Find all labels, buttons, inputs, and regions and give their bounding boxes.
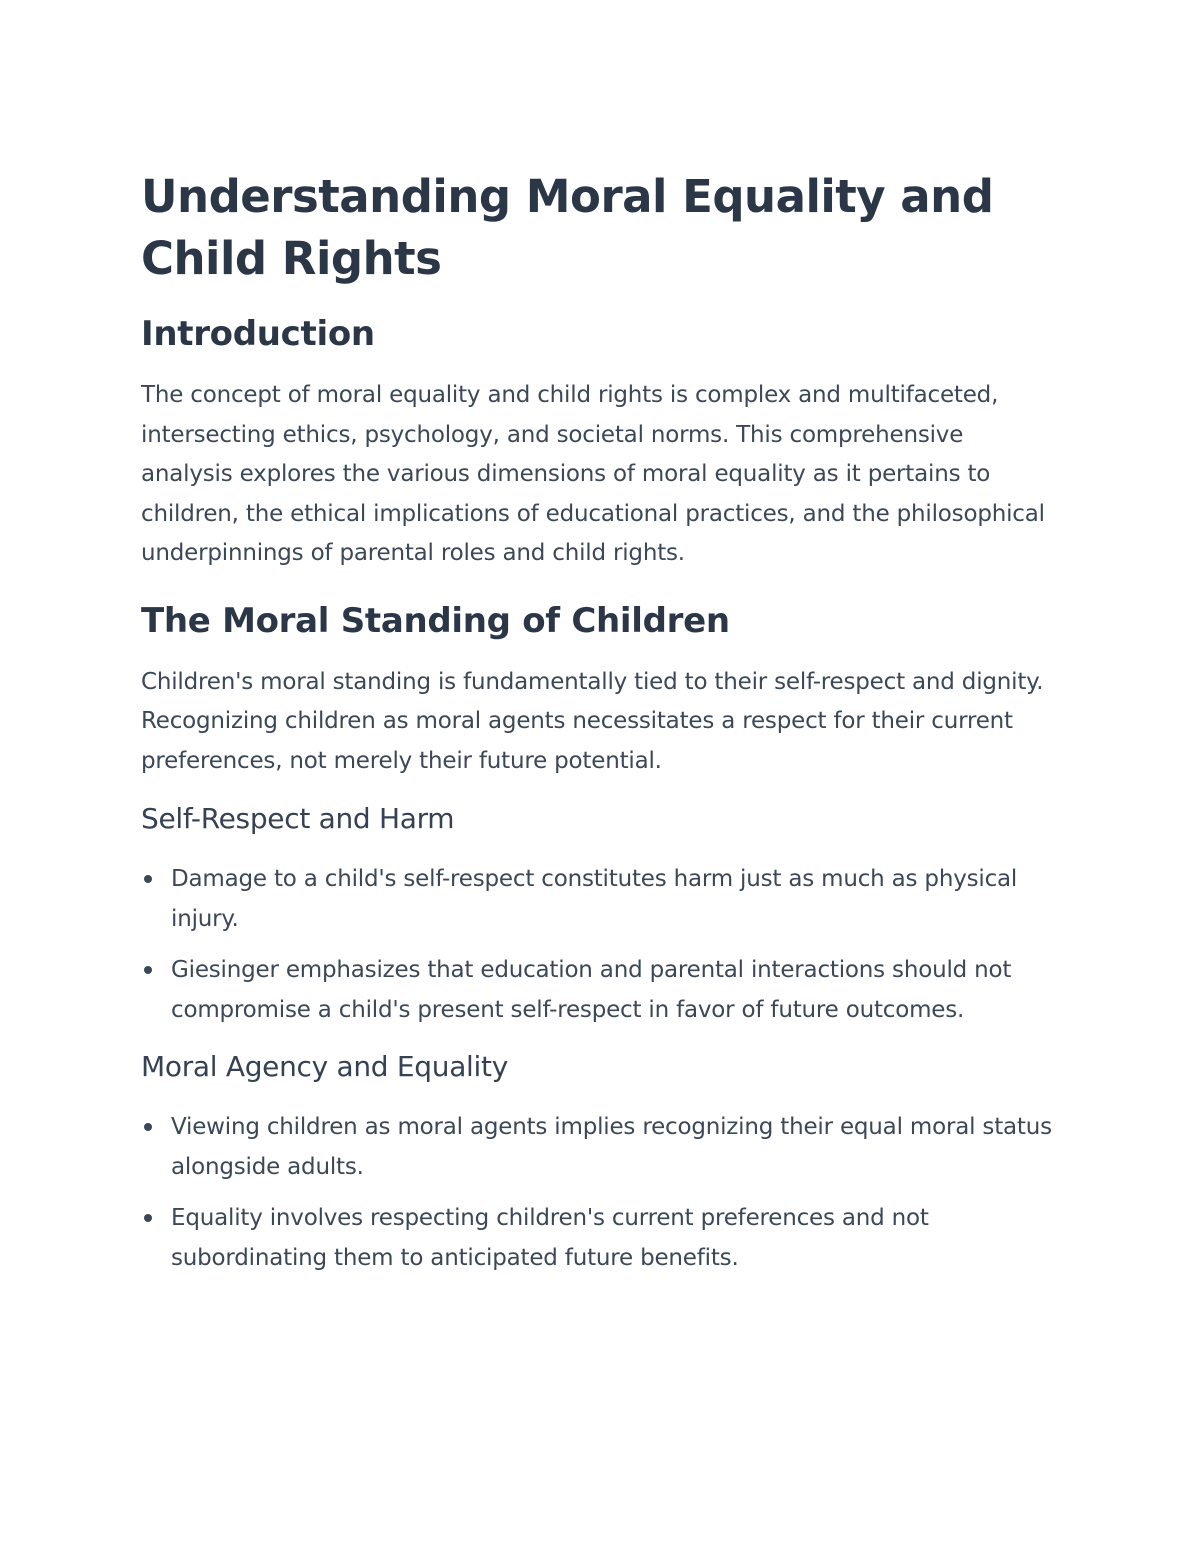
- list-item: [141, 951, 1061, 1030]
- list-item-text: Viewing children as moral agents implies recognizing their equal moral status alongside adults.: [171, 1114, 1052, 1180]
- document-title: Understanding Moral Equality and Child Rights: [141, 170, 994, 285]
- moral-standing-paragraph: Children's moral standing is fundamentally tied to their self-respect and dignity. Recognizing children as moral agents necessitates a respect for their current preferences, not merely their future potential.: [141, 668, 1044, 774]
- bullet-icon: [144, 966, 152, 974]
- moral-standing-heading: The Moral Standing of Children: [141, 600, 730, 641]
- self-respect-heading: Self-Respect and Harm: [141, 802, 455, 835]
- list-item-text: Equality involves respecting children's current preferences and not subordinating them to anticipated future benefits.: [171, 1205, 929, 1271]
- list-item-text: Giesinger emphasizes that education and parental interactions should not compromise a child's present self-respect in favor of future outcomes.: [171, 957, 1012, 1023]
- list-item-text: Damage to a child's self-respect constitutes harm just as much as physical injury.: [171, 866, 1018, 932]
- list-item: [141, 1199, 1061, 1278]
- list-item: [141, 860, 1061, 939]
- list-item: [141, 1108, 1061, 1187]
- self-respect-list: [141, 860, 1061, 1030]
- bullet-icon: [144, 875, 152, 883]
- moral-agency-heading: Moral Agency and Equality: [141, 1050, 508, 1083]
- introduction-paragraph: The concept of moral equality and child rights is complex and multifaceted, intersecting ethics, psychology, and societal norms. This comprehensive analysis explores the various dimensions of moral equality as it pertains to children, the ethical implications of educational practices, and the philosophical underpinnings of parental roles and child rights.: [141, 382, 1045, 566]
- document-page: [141, 166, 1061, 1278]
- bullet-icon: [144, 1214, 152, 1222]
- bullet-icon: [144, 1123, 152, 1131]
- introduction-heading: Introduction: [141, 314, 375, 354]
- moral-agency-list: [141, 1108, 1061, 1278]
